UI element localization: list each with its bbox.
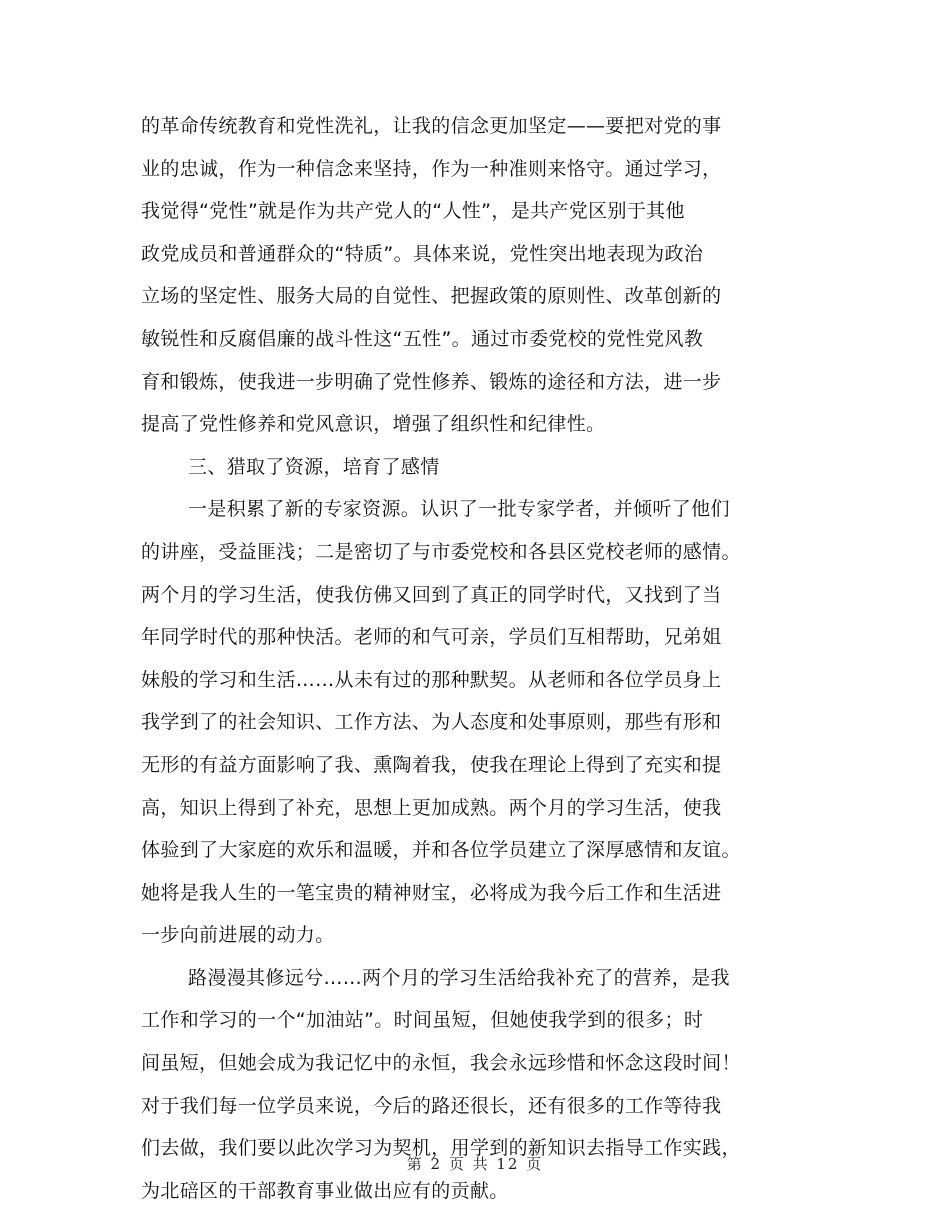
text-line-7: 育和锻炼，使我进一步明确了党性修养、锻炼的途径和方法，进一步 — [141, 370, 722, 393]
text-line-3: 我觉得“党性”就是作为共产党人的“人性”，是共产党区别于其他 — [141, 200, 685, 223]
text-line-17: 高，知识上得到了补充，思想上更加成熟。两个月的学习生活，使我 — [141, 796, 722, 819]
text-line-19: 她将是我人生的一笔宝贵的精神财宝，必将成为我今后工作和生活进 — [141, 881, 722, 904]
text-line-6: 敏锐性和反腐倡廉的战斗性这“五性”。通过市委党校的党性党风教 — [141, 327, 704, 350]
text-line-14: 妹般的学习和生活……从未有过的那种默契。从老师和各位学员身上 — [141, 668, 722, 691]
text-line-16: 无形的有益方面影响了我、熏陶着我，使我在理论上得到了充实和提 — [141, 753, 722, 776]
text-line-5: 立场的坚定性、服务大局的自觉性、把握政策的原则性、改革创新的 — [141, 285, 722, 308]
text-line-15: 我学到了的社会知识、工作方法、为人态度和处事原则，那些有形和 — [141, 711, 722, 734]
text-line-24: 对于我们每一位学员来说，今后的路还很长，还有很多的工作等待我 — [141, 1094, 722, 1117]
text-line-13: 年同学时代的那种快活。老师的和气可亲，学员们互相帮助，兄弟姐 — [141, 626, 722, 649]
text-line-4: 政党成员和普通群众的“特质”。具体来说，党性突出地表现为政治 — [141, 242, 704, 265]
text-line-25: 们去做，我们要以此次学习为契机，用学到的新知识去指导工作实践， — [141, 1137, 741, 1160]
text-line-8: 提高了党性修养和党风意识，增强了组织性和纪律性。 — [141, 413, 606, 436]
text-line-10: 一是积累了新的专家资源。认识了一批专家学者，并倾听了他们 — [188, 498, 730, 521]
page-number-footer: 第 2 页 共 12 页 — [406, 1155, 544, 1173]
text-line-23: 间虽短，但她会成为我记忆中的永恒，我会永远珍惜和怀念这段时间！ — [141, 1052, 741, 1075]
text-line-12: 两个月的学习生活，使我仿佛又回到了真正的同学时代，又找到了当 — [141, 583, 722, 606]
text-line-2: 业的忠诚，作为一种信念来坚持，作为一种准则来恪守。通过学习， — [141, 157, 722, 180]
text-line-26: 为北碚区的干部教育事业做出应有的贡献。 — [141, 1179, 509, 1202]
section-heading: 三、猎取了资源，培育了感情 — [188, 455, 440, 478]
text-line-20: 一步向前进展的动力。 — [141, 924, 335, 947]
text-line-1: 的革命传统教育和党性洗礼，让我的信念更加坚定——要把对党的事 — [141, 115, 722, 137]
document-body — [141, 105, 812, 1212]
text-line-18: 体验到了大家庭的欢乐和温暖，并和各位学员建立了深厚感情和友谊。 — [141, 839, 741, 862]
text-line-22: 工作和学习的一个“加油站”。时间虽短，但她使我学到的很多；时 — [141, 1009, 704, 1032]
text-line-11: 的讲座，受益匪浅；二是密切了与市委党校和各县区党校老师的感情。 — [141, 540, 741, 563]
text-line-21: 路漫漫其修远兮……两个月的学习生活给我补充了的营养，是我 — [188, 966, 730, 989]
